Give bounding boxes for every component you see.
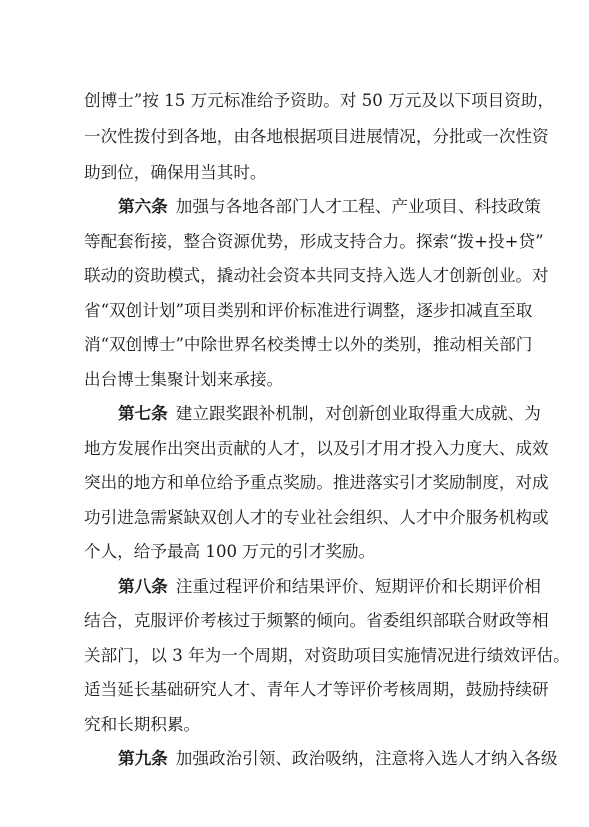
text-line: 功引进急需紧缺双创人才的专业社会组织、人才中介服务机构或 xyxy=(84,508,549,527)
text-line: 联动的资助模式，撬动社会资本共同支持入选人才创新创业。对 xyxy=(84,266,549,285)
article-6-heading: 第六条 xyxy=(118,197,168,216)
text-line: 突出的地方和单位给予重点奖励。推进落实引才奖励制度，对成 xyxy=(84,473,549,492)
article-9-first-line xyxy=(118,744,558,774)
text-line: 注重过程评价和结果评价、短期评价和长期评价相 xyxy=(175,577,541,596)
text-line: 结合，克服评价考核过于频繁的倾向。省委组织部联合财政等相 xyxy=(84,611,549,630)
article-7-first-line xyxy=(118,399,541,429)
article-6-first-line xyxy=(118,192,541,222)
text-line: 个人，给予最高 100 万元的引才奖励。 xyxy=(84,542,376,561)
text-line: 省“双创计划”项目类别和评价标准进行调整，逐步扣减直至取 xyxy=(84,301,533,320)
article-7-heading: 第七条 xyxy=(118,404,168,423)
article-8-first-line xyxy=(118,572,541,602)
text-line: 建立跟奖跟补机制，对创新创业取得重大成就、为 xyxy=(175,404,541,423)
text-line: 加强政治引领、政治吸纳，注意将入选人才纳入各级 xyxy=(175,749,558,768)
text-line: 出台博士集聚计划来承接。 xyxy=(84,370,284,389)
text-line: 助到位，确保用当其时。 xyxy=(84,163,267,182)
text-line: 等配套衔接，整合资源优势，形成支持合力。探索“拨+投+贷” xyxy=(84,232,544,251)
text-line: 关部门，以 3 年为一个周期，对资助项目实施情况进行绩效评估。 xyxy=(84,646,570,665)
text-line: 一次性拨付到各地，由各地根据项目进展情况，分批或一次性资 xyxy=(84,127,549,146)
article-8-heading: 第八条 xyxy=(118,577,168,596)
text-line: 加强与各地各部门人才工程、产业项目、科技政策 xyxy=(175,197,541,216)
text-line: 地方发展作出突出贡献的人才，以及引才用才投入力度大、成效 xyxy=(84,439,549,458)
text-line: 适当延长基础研究人才、青年人才等评价考核周期，鼓励持续研 xyxy=(84,680,549,699)
article-9-heading: 第九条 xyxy=(118,749,168,768)
text-line: 创博士”按 15 万元标准给予资助。对 50 万元及以下项目资助， xyxy=(84,91,555,110)
text-line: 消“双创博士”中除世界名校类博士以外的类别，推动相关部门 xyxy=(84,335,533,354)
text-line: 究和长期积累。 xyxy=(84,715,201,734)
